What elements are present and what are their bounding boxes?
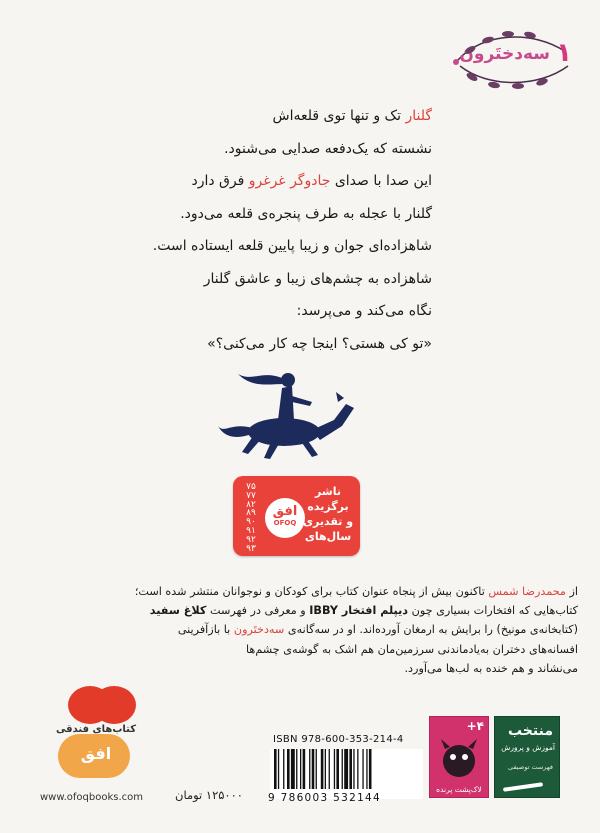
description-text: و معرفی در فهرست [206,604,310,618]
description-line [18,582,578,601]
author-description [18,582,578,678]
poem-line [72,165,432,198]
series-logo [448,22,578,92]
series-title: سه‌دختَرون [459,44,550,64]
description-text: تاکنون بیش از پنجاه عنوان کتاب برای کودکان و نوجوانان منتشر شده است؛ [134,585,489,598]
character-name: جادوگر غرغرو [248,173,331,189]
description-line [18,620,578,639]
poem-text: تک و تنها توی قلعه‌اش [272,108,406,124]
badge-line: ناشر [315,485,341,498]
poem-line: گلنار با عجله به طرف پنجره‌ی قلعه می‌دود. [180,205,432,222]
poem-text: فرق دارد [191,173,249,189]
badge-line: و تقدیری [302,515,354,528]
ofoq-logo-fa: افق [272,504,298,519]
poem-line [72,100,432,133]
author-name: محمدرضا شمس [488,585,566,598]
green-box-note: فهرست توصیفی [508,763,553,771]
description-text: (کتابخانه‌ی مونیخ) را برایش به ارمغان آورده‌اند. او در سه‌گانه‌ی [284,623,578,637]
description-text: کتاب‌هایی که افتخارات بسیاری چون [408,604,578,618]
swoosh-icon [503,782,543,792]
description-line: می‌نشاند و هم خنده به لب‌ها می‌آورد. [404,661,578,675]
description-text: با بازآفرینی [177,623,234,637]
award-year: ۹۱ [246,525,256,536]
award-year: ۹۲ [246,534,256,545]
badge-text [302,484,354,544]
lakposht-parande-logo [429,716,489,798]
publisher-website: www.ofoqbooks.com [40,792,144,803]
poem-line: «تو کی هستی؟ اینجا چه کار می‌کنی؟» [207,335,432,352]
award-years [241,483,261,553]
fandoghi-books-logo [52,686,142,782]
green-box-subtitle: آموزش و پرورش [501,743,555,752]
isbn: ISBN 978-600-353-214-4 [273,734,404,745]
award-year: ۷۵ [246,482,256,492]
age-badge: +۴ [466,719,484,733]
pink-box-caption: لاک‌پشت پرنده [436,785,482,794]
poem-line: شاهزاده به چشم‌های زیبا و عاشق گلنار [203,270,432,287]
award-year: ۹۰ [246,517,256,528]
poem-line: شاهزاده‌ای جوان و زیبا پایین قلعه ایستاده است. [152,238,432,254]
green-box-title: منتخب [507,723,553,739]
award-year: ۷۷ [246,490,256,501]
description-line: افسانه‌های دختران به‌یادماندنی سرزمین‌مان هم اشک به گوشه‌ی چشم‌ها [246,642,578,656]
description-text: از [565,585,578,598]
badge-line: برگزیده [307,500,349,513]
ministry-selected-badge [494,716,560,798]
books-logo-brand: افق [80,744,112,763]
award-year: ۸۹ [246,508,256,519]
ofoq-logo-icon [265,498,305,538]
award-year: ۸۲ [246,499,256,510]
rider-silhouette-illustration [212,362,362,462]
monster-character-icon [430,727,488,787]
poem-text: این صدا با صدای [330,173,432,189]
award-name: دیپلم افتخار IBBY [309,604,409,618]
award-year: ۹۳ [246,543,256,554]
description-line [18,601,578,620]
badge-line: سال‌های [304,530,352,543]
publisher-award-badge [233,476,360,556]
volume-number: ۱ [556,38,572,68]
price: ۱۲۵۰۰۰ تومان [175,788,243,802]
barcode-digits: 9 786003 532144 [268,792,382,804]
character-name: گلنار [405,108,432,124]
series-name: سه‌دختَرون [233,623,285,637]
tomato-icon [92,686,136,724]
award-name: کلاغ سفید [149,604,207,618]
blurb-poem [72,100,432,360]
ofoq-logo-en: OFOQ [273,519,297,527]
poem-line: نشسته که یک‌دفعه صدایی می‌شنود. [224,140,432,157]
books-logo-label: کتاب‌های فندقی [55,724,137,735]
poem-line: نگاه می‌کند و می‌پرسد: [296,303,432,319]
